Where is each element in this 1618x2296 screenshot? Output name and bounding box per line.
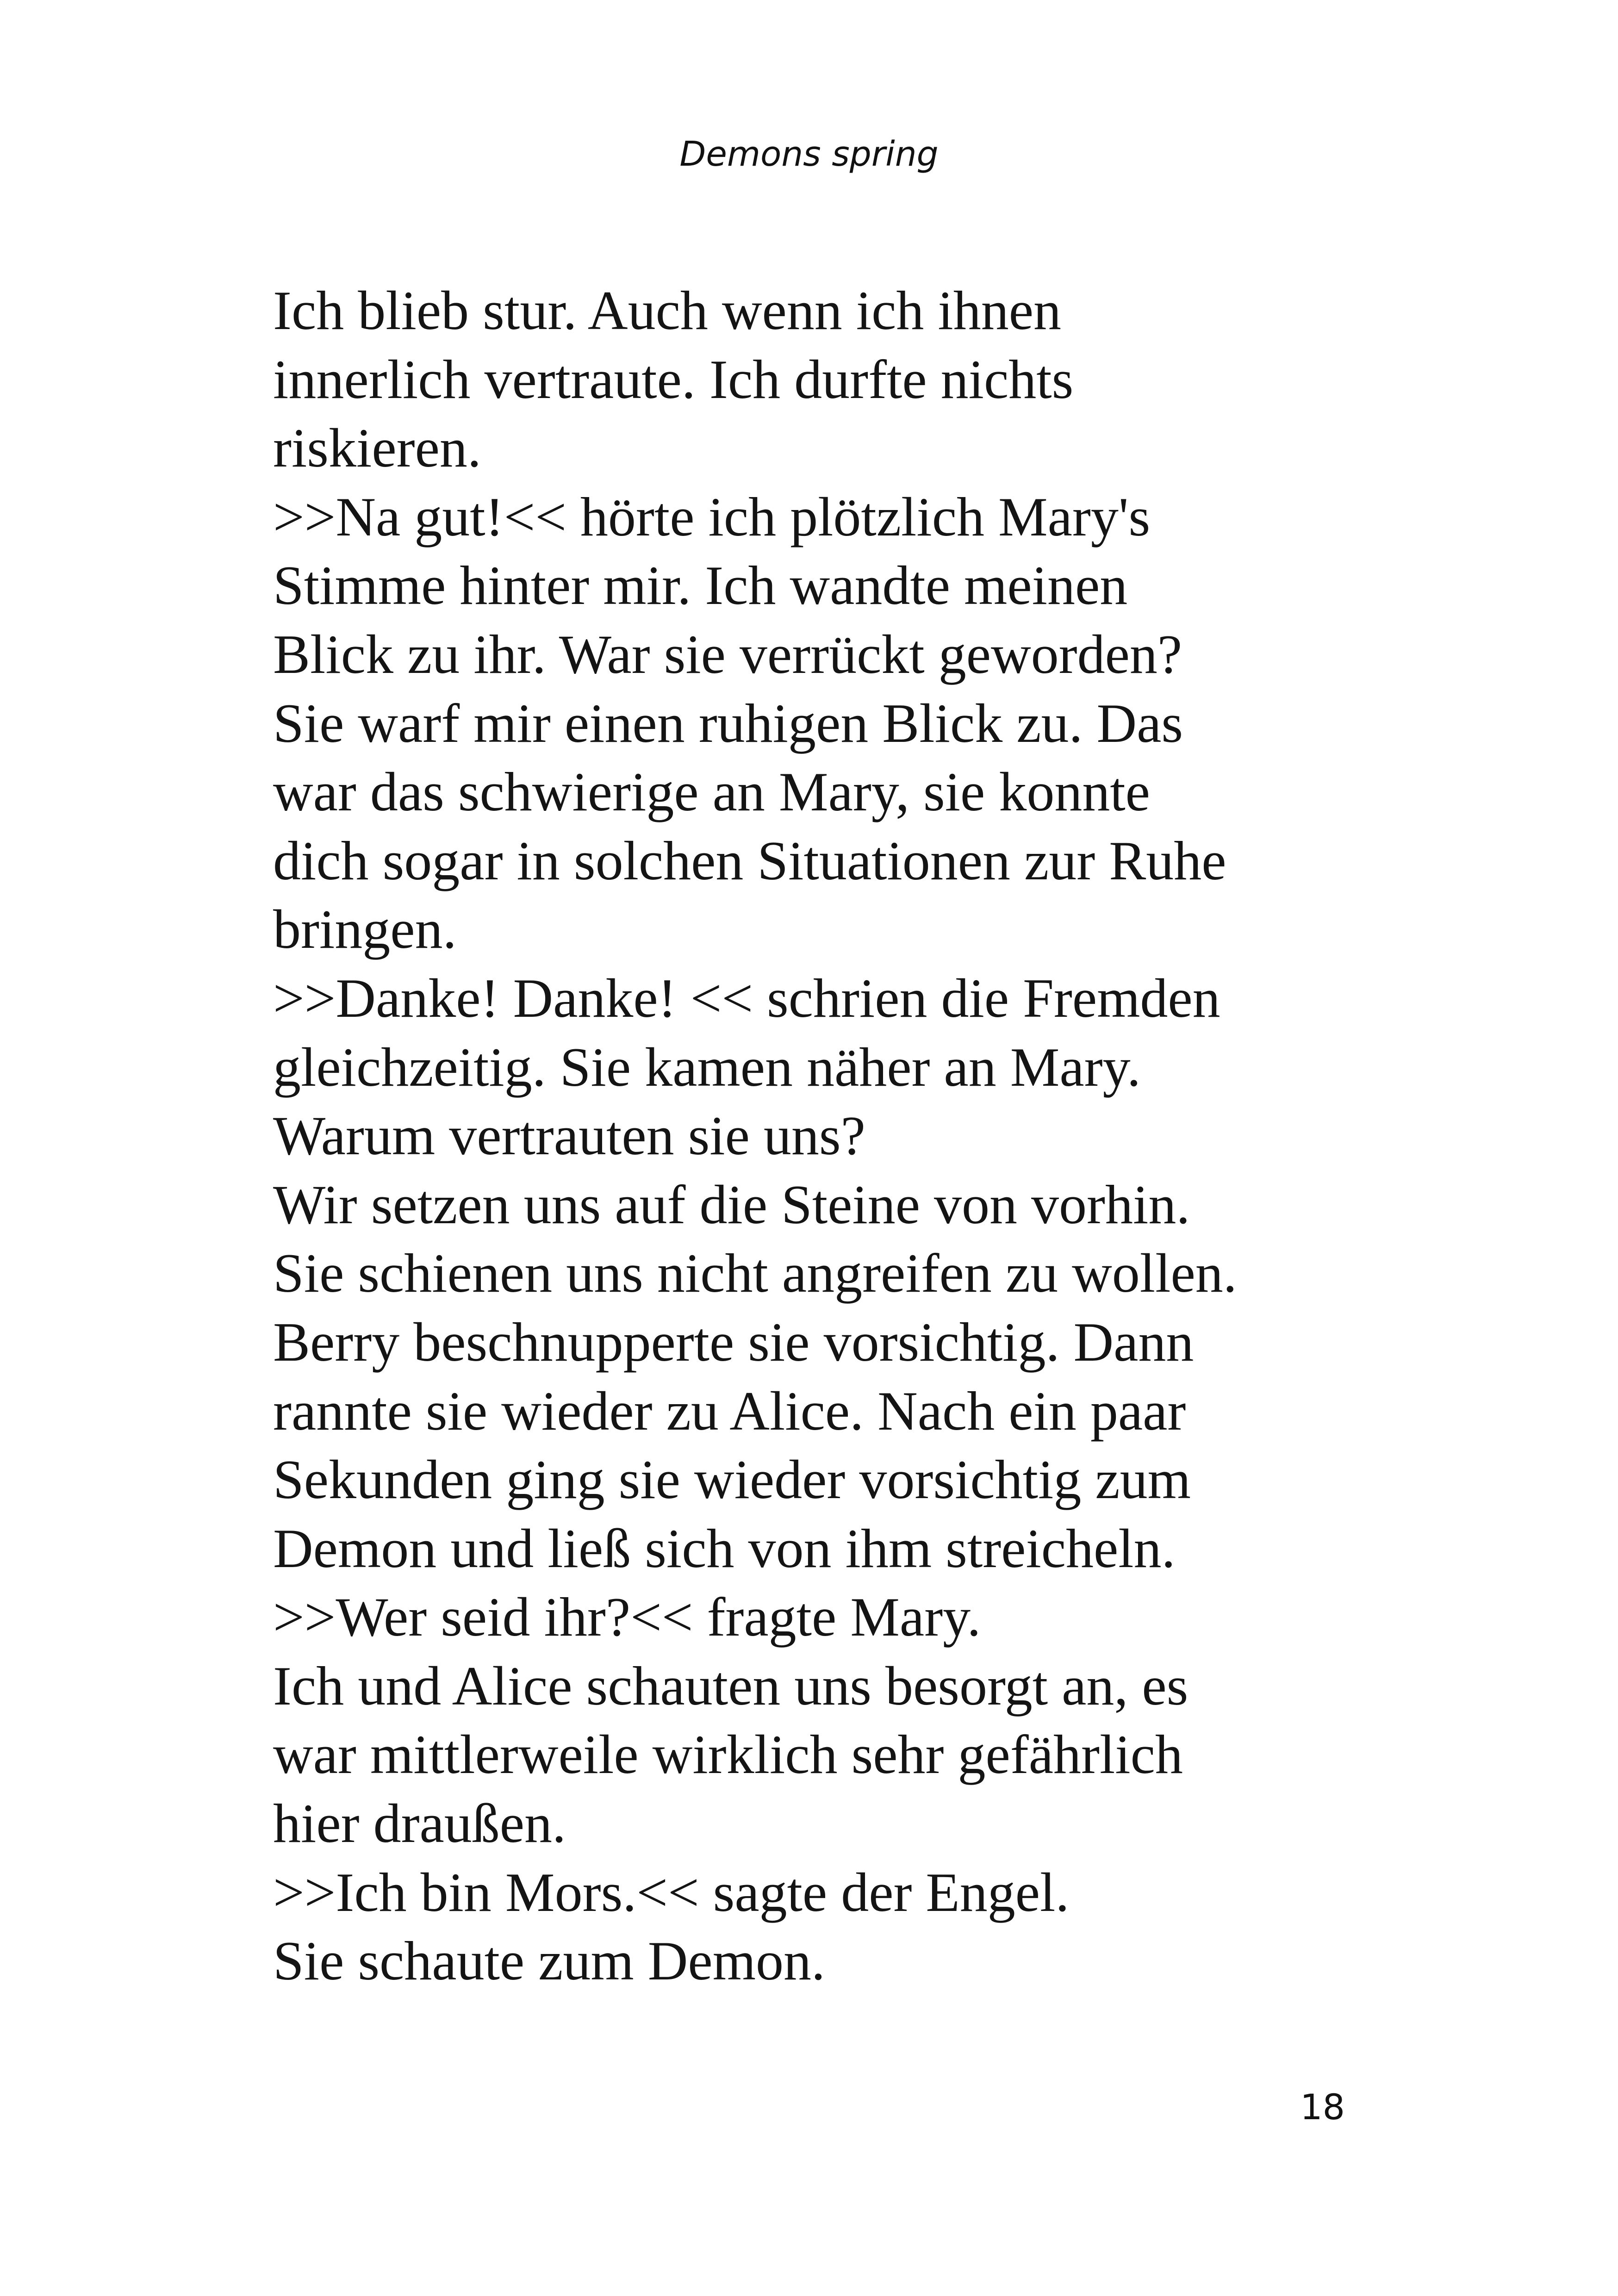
text-line: war das schwierige an Mary, sie konnte — [273, 761, 1150, 823]
text-line: >>Wer seid ihr?<< fragte Mary. — [273, 1586, 981, 1648]
text-line: Wir setzen uns auf die Steine von vorhin. — [273, 1173, 1190, 1235]
text-line: Stimme hinter mir. Ich wandte meinen — [273, 554, 1128, 616]
text-line: Ich blieb stur. Auch wenn ich ihnen — [273, 280, 1061, 341]
text-line: war mittlerweile wirklich sehr gefährlich — [273, 1724, 1183, 1786]
text-line: gleichzeitig. Sie kamen näher an Mary. — [273, 1036, 1141, 1098]
text-line: bringen. — [273, 898, 457, 960]
text-line: innerlich vertraute. Ich durfte nichts — [273, 348, 1074, 410]
text-line: Sie schaute zum Demon. — [273, 1930, 826, 1992]
text-line: Warum vertrauten sie uns? — [273, 1105, 865, 1167]
text-line: >>Ich bin Mors.<< sagte der Engel. — [273, 1861, 1070, 1923]
text-line: Ich und Alice schauten uns besorgt an, es — [273, 1655, 1189, 1717]
text-line: riskieren. — [273, 417, 481, 479]
running-header: Demons spring — [679, 134, 939, 174]
text-line: >>Na gut!<< hörte ich plötzlich Mary's — [273, 485, 1151, 548]
text-line: Blick zu ihr. War sie verrückt geworden? — [273, 623, 1182, 685]
text-line: Sie warf mir einen ruhigen Blick zu. Das — [273, 692, 1183, 754]
text-line: Sekunden ging sie wieder vorsichtig zum — [273, 1449, 1191, 1511]
text-line: >>Danke! Danke! << schrien die Fremden — [273, 967, 1220, 1029]
body-text — [273, 276, 1393, 1996]
text-line: Sie schienen uns nicht angreifen zu wollen. — [273, 1242, 1237, 1304]
text-line: hier draußen. — [273, 1792, 566, 1854]
text-line: rannte sie wieder zu Alice. Nach ein paar — [273, 1380, 1186, 1442]
text-line: dich sogar in solchen Situationen zur Ruhe — [273, 829, 1226, 891]
text-line: Berry beschnupperte sie vorsichtig. Dann — [273, 1311, 1194, 1373]
page-number: 18 — [1300, 2086, 1345, 2128]
text-line: Demon und ließ sich von ihm streicheln. — [273, 1517, 1176, 1579]
